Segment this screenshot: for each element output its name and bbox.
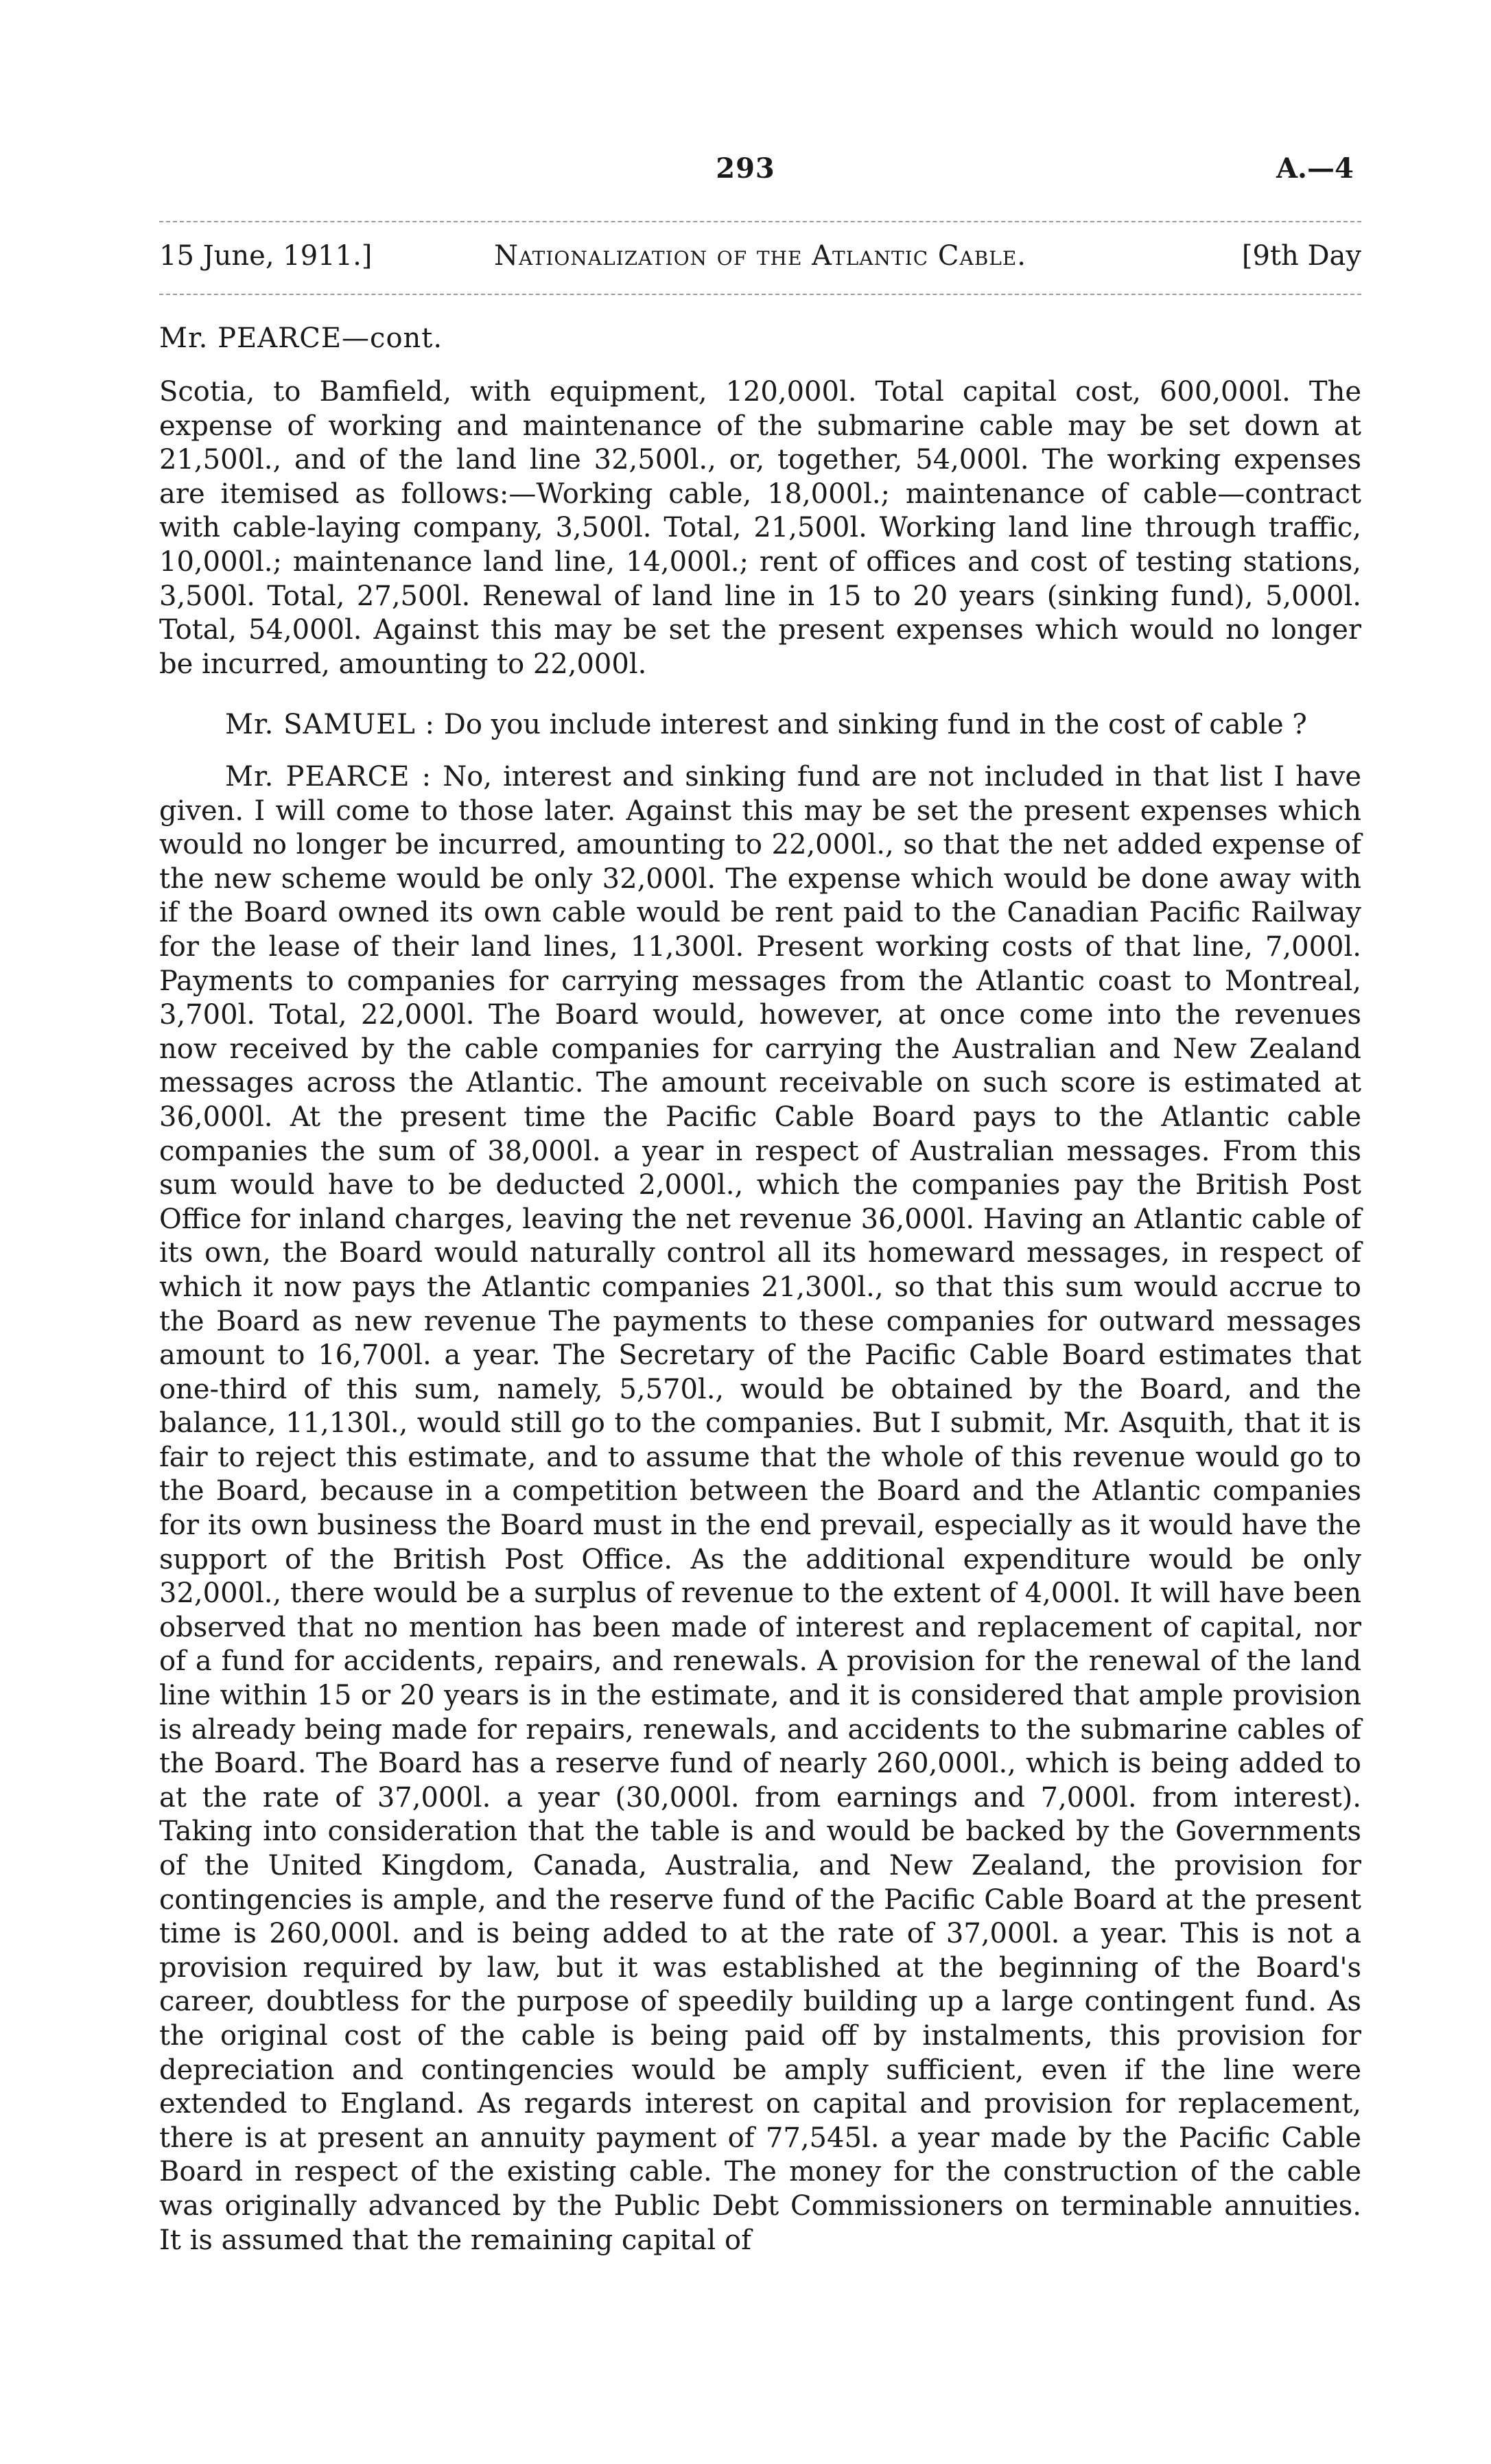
paragraph-3: [159, 760, 1361, 2257]
paragraph-2-body: [159, 708, 1361, 742]
header-date: 15 June, 1911.]: [159, 240, 373, 272]
document-reference: A.—4: [1276, 152, 1354, 185]
header-day: [9th Day: [1241, 240, 1361, 272]
header-title: Nationalization of the Atlantic Cable.: [493, 240, 1027, 272]
running-header: [159, 240, 1361, 281]
paragraph-1: [159, 375, 1361, 681]
page-number: 293: [716, 152, 775, 185]
paragraph-2-text: Do you include interest and sinking fund in the cost of cable ?: [435, 709, 1307, 740]
paragraph-3-text: No, interest and sinking fund are not included in that list I have given. I will come to those later. Against this may be set the present expenses which would no longer be incurred, amounting to 22,000l., so that the net added expense of the new scheme would be only 32,000l. The expense which would be done away with if the Board owned its own cable would be rent paid to the Canadian Pacific Railway for the lease of their land lines, 11,300l. Present working costs of that line, 7,000l. Payments to companies for carrying messages from the Atlantic coast to Montreal, 3,700l. Total, 22,000l. The Board would, however, at once come into the revenues now received by the cable companies for carrying the Australian and New Zealand messages across the Atlantic. The amount receivable on such score is estimated at 36,000l. At the present time the Pacific Cable Board pays to the Atlantic cable companies the sum of 38,000l. a year in respect of Australian messages. From this sum would have to be deducted 2,000l., which the companies pay the British Post Office for inland charges, leaving the net revenue 36,000l. Having an Atlantic cable of its own, the Board would naturally control all its homeward messages, in respect of which it now pays the Atlantic companies 21,300l., so that this sum would accrue to the Board as new revenue The payments to these companies for outward messages amount to 16,700l. a year. The Secretary of the Pacific Cable Board estimates that one-third of this sum, namely, 5,570l., would be obtained by the Board, and the balance, 11,130l., would still go to the companies. But I submit, Mr. Asquith, that it is fair to reject this estimate, and to assume that the whole of this revenue would go to the Board, because in a competition between the Board and the Atlantic companies for its own business the Board must in the end prevail, especially as it would have the support of the British Post Office. As the additional expenditure would be only 32,000l., there would be a surplus of revenue to the extent of 4,000l. It will have been observed that no mention has been made of interest and replacement of capital, nor of a fund for accidents, repairs, and renewals. A provision for the renewal of the land line within 15 or 20 years is in the estimate, and it is considered that ample provision is already being made for repairs, renewals, and accidents to the submarine cables of the Board. The Board has a reserve fund of nearly 260,000l., which is being added to at the rate of 37,000l. a year (30,000l. from earnings and 7,000l. from interest). Taking into consideration that the table is and would be backed by the Governments of the United Kingdom, Canada, Australia, and New Zealand, the provision for contingencies is ample, and the reserve fund of the Pacific Cable Board at the present time is 260,000l. and is being added to at the rate of 37,000l. a year. This is not a provision required by law, but it was established at the beginning of the Board's career, doubtless for the purpose of speedily building up a large contingent fund. As the original cost of the cable is being paid off by instalments, this provision for depreciation and contingencies would be amply sufficient, even if the line were extended to England. As regards interest on capital and provision for replacement, there is at present an annuity payment of 77,545l. a year made by the Pacific Cable Board in respect of the existing cable. The money for the construction of the cable was originally advanced by the Public Debt Commissioners on terminable annuities. It is assumed that the remaining capital of: [159, 761, 1361, 2256]
speaker-heading: Mr. PEARCE—cont.: [159, 322, 443, 354]
header-rule-top: [159, 221, 1361, 222]
paragraph-3-body: [159, 760, 1361, 2257]
paragraph-1-text: Scotia, to Bamfield, with equipment, 120,000l. Total capital cost, 600,000l. The expense of working and maintenance of the submarine cable may be set down at 21,500l., and of the land line 32,500l., or, together, 54,000l. The working expenses are itemised as follows:—Working cable, 18,000l.; maintenance of cable—contract with cable-laying company, 3,500l. Total, 21,500l. Working land line through traffic, 10,000l.; maintenance land line, 14,000l.; rent of offices and cost of testing stations, 3,500l. Total, 27,500l. Renewal of land line in 15 to 20 years (sinking fund), 5,000l. Total, 54,000l. Against this may be set the present expenses which would no longer be incurred, amounting to 22,000l.: [159, 376, 1361, 680]
paragraph-3-speaker: Mr. PEARCE :: [225, 761, 432, 793]
paragraph-2-speaker: Mr. SAMUEL :: [225, 709, 436, 740]
paragraph-2: [159, 708, 1361, 742]
header-rule-bottom: [159, 294, 1361, 295]
